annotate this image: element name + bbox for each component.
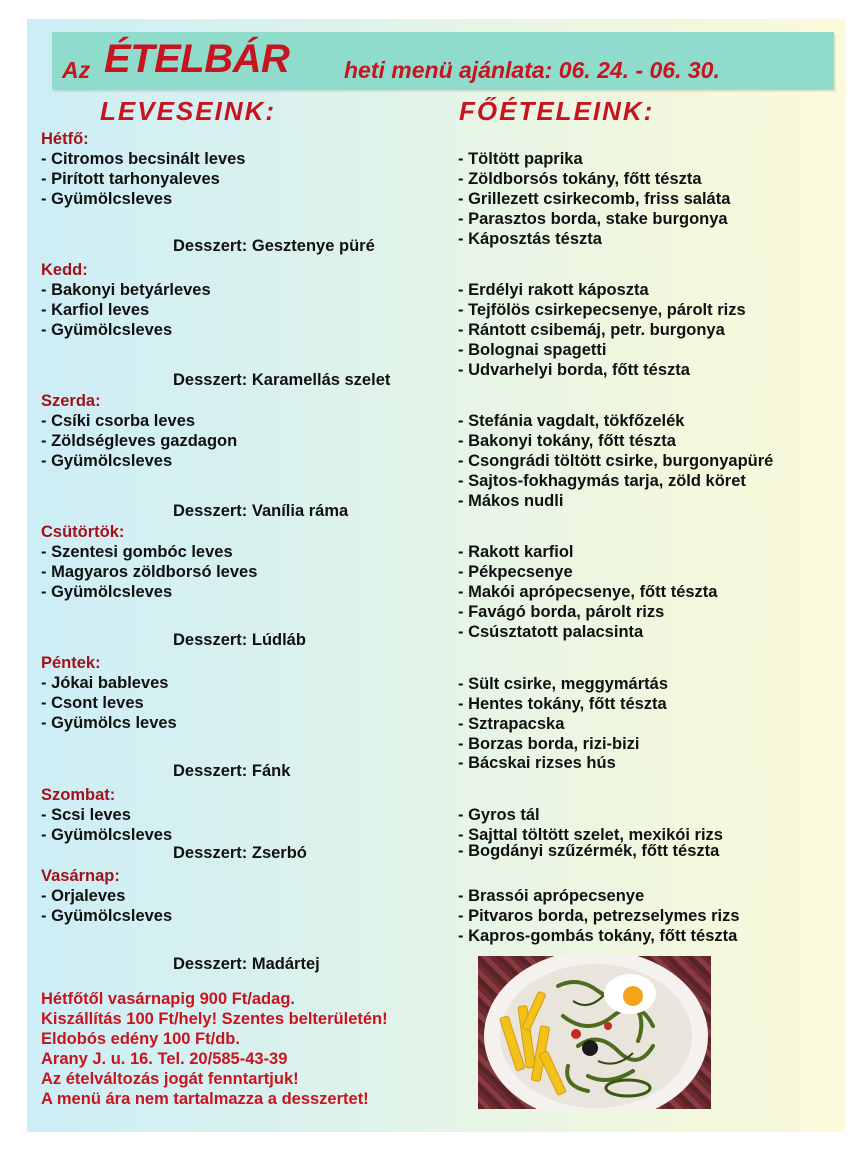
- soup-item: - Csíki csorba leves: [41, 412, 196, 430]
- main-dish-item: - Zöldborsós tokány, főtt tészta: [458, 170, 702, 188]
- main-dish-item: - Parasztos borda, stake burgonya: [458, 210, 728, 228]
- main-dish-item: - Makói aprópecsenye, főtt tészta: [458, 583, 718, 601]
- soup-item: - Magyaros zöldborsó leves: [41, 563, 258, 581]
- main-dish-item: - Rántott csibemáj, petr. burgonya: [458, 321, 725, 339]
- dessert-line: Desszert: Zserbó: [173, 844, 307, 862]
- banner-prefix: Az: [62, 57, 91, 83]
- day-label: Szerda:: [41, 392, 101, 410]
- soup-item: - Scsi leves: [41, 806, 131, 824]
- main-dish-item: - Udvarhelyi borda, főtt tészta: [458, 361, 690, 379]
- main-dish-item: - Kapros-gombás tokány, főtt tészta: [458, 927, 738, 945]
- restaurant-name: ÉTELBÁR: [104, 37, 290, 81]
- main-dish-item: - Pékpecsenye: [458, 563, 573, 581]
- dessert-line: Desszert: Fánk: [173, 762, 291, 780]
- main-dish-item: - Csúsztatott palacsinta: [458, 623, 644, 641]
- main-dish-item: - Rakott karfiol: [458, 543, 574, 561]
- main-dish-item: - Erdélyi rakott káposzta: [458, 281, 649, 299]
- main-dish-item: - Sajttal töltött szelet, mexikói rizs: [458, 826, 723, 844]
- main-dish-item: - Sztrapacska: [458, 715, 565, 733]
- soup-item: - Gyümölcsleves: [41, 907, 173, 925]
- main-dish-item: - Pitvaros borda, petrezselymes rizs: [458, 907, 740, 925]
- soup-item: - Gyümölcsleves: [41, 452, 173, 470]
- soup-item: - Jókai bableves: [41, 674, 169, 692]
- soup-item: - Orjaleves: [41, 887, 126, 905]
- dessert-line: Desszert: Karamellás szelet: [173, 371, 391, 389]
- main-dish-item: - Gyros tál: [458, 806, 540, 824]
- main-dish-item: - Bácskai rizses hús: [458, 754, 616, 772]
- main-dish-item: - Tejfölös csirkepecsenye, párolt rizs: [458, 301, 746, 319]
- soup-item: - Pirított tarhonyaleves: [41, 170, 220, 188]
- footer-note: Arany J. u. 16. Tel. 20/585-43-39: [41, 1050, 288, 1068]
- footer-note: A menü ára nem tartalmazza a desszertet!: [41, 1090, 369, 1108]
- main-dish-item: - Sült csirke, meggymártás: [458, 675, 669, 693]
- food-plate-icon: [478, 956, 711, 1109]
- soup-item: - Gyümölcsleves: [41, 826, 173, 844]
- soup-item: - Csont leves: [41, 694, 144, 712]
- soups-heading: LEVESEINK:: [100, 96, 277, 126]
- main-dish-item: - Csongrádi töltött csirke, burgonyapüré: [458, 452, 774, 470]
- day-label: Vasárnap:: [41, 867, 120, 885]
- day-label: Csütörtök:: [41, 523, 125, 541]
- soup-item: - Gyümölcsleves: [41, 321, 173, 339]
- mains-heading: FŐÉTELEINK:: [459, 96, 655, 126]
- footer-note: Eldobós edény 100 Ft/db.: [41, 1030, 240, 1048]
- main-dish-item: - Borzas borda, rizi-bizi: [458, 735, 640, 753]
- day-label: Hétfő:: [41, 130, 89, 148]
- main-dish-item: - Brassói aprópecsenye: [458, 887, 645, 905]
- dessert-line: Desszert: Gesztenye püré: [173, 237, 375, 255]
- main-dish-item: - Bakonyi tokány, főtt tészta: [458, 432, 676, 450]
- soup-item: - Citromos becsinált leves: [41, 150, 246, 168]
- main-dish-item: - Töltött paprika: [458, 150, 583, 168]
- soup-item: - Zöldségleves gazdagon: [41, 432, 238, 450]
- main-dish-item: - Grillezett csirkecomb, friss saláta: [458, 190, 731, 208]
- food-plate-photo: [478, 956, 711, 1109]
- soup-item: - Karfiol leves: [41, 301, 150, 319]
- main-dish-item: - Bolognai spagetti: [458, 341, 607, 359]
- footer-note: Kiszállítás 100 Ft/hely! Szentes belterületén!: [41, 1010, 388, 1028]
- dessert-line: Desszert: Madártej: [173, 955, 320, 973]
- main-dish-item: - Bogdányi szűzérmék, főtt tészta: [458, 842, 720, 860]
- dessert-line: Desszert: Vanília ráma: [173, 502, 349, 520]
- main-dish-item: - Sajtos-fokhagymás tarja, zöld köret: [458, 472, 746, 490]
- title-banner: [52, 32, 834, 90]
- main-dish-item: - Káposztás tészta: [458, 230, 602, 248]
- dessert-line: Desszert: Lúdláb: [173, 631, 306, 649]
- banner-subtitle: heti menü ajánlata: 06. 24. - 06. 30.: [344, 57, 720, 83]
- soup-item: - Szentesi gombóc leves: [41, 543, 233, 561]
- day-label: Szombat:: [41, 786, 116, 804]
- footer-note: Hétfőtől vasárnapig 900 Ft/adag.: [41, 990, 295, 1008]
- main-dish-item: - Stefánia vagdalt, tökfőzelék: [458, 412, 685, 430]
- soup-item: - Gyümölcs leves: [41, 714, 177, 732]
- day-label: Péntek:: [41, 654, 101, 672]
- main-dish-item: - Mákos nudli: [458, 492, 564, 510]
- main-dish-item: - Hentes tokány, főtt tészta: [458, 695, 667, 713]
- day-label: Kedd:: [41, 261, 88, 279]
- main-dish-item: - Favágó borda, párolt rizs: [458, 603, 665, 621]
- soup-item: - Bakonyi betyárleves: [41, 281, 211, 299]
- soup-item: - Gyümölcsleves: [41, 190, 173, 208]
- soup-item: - Gyümölcsleves: [41, 583, 173, 601]
- footer-note: Az ételváltozás jogát fenntartjuk!: [41, 1070, 299, 1088]
